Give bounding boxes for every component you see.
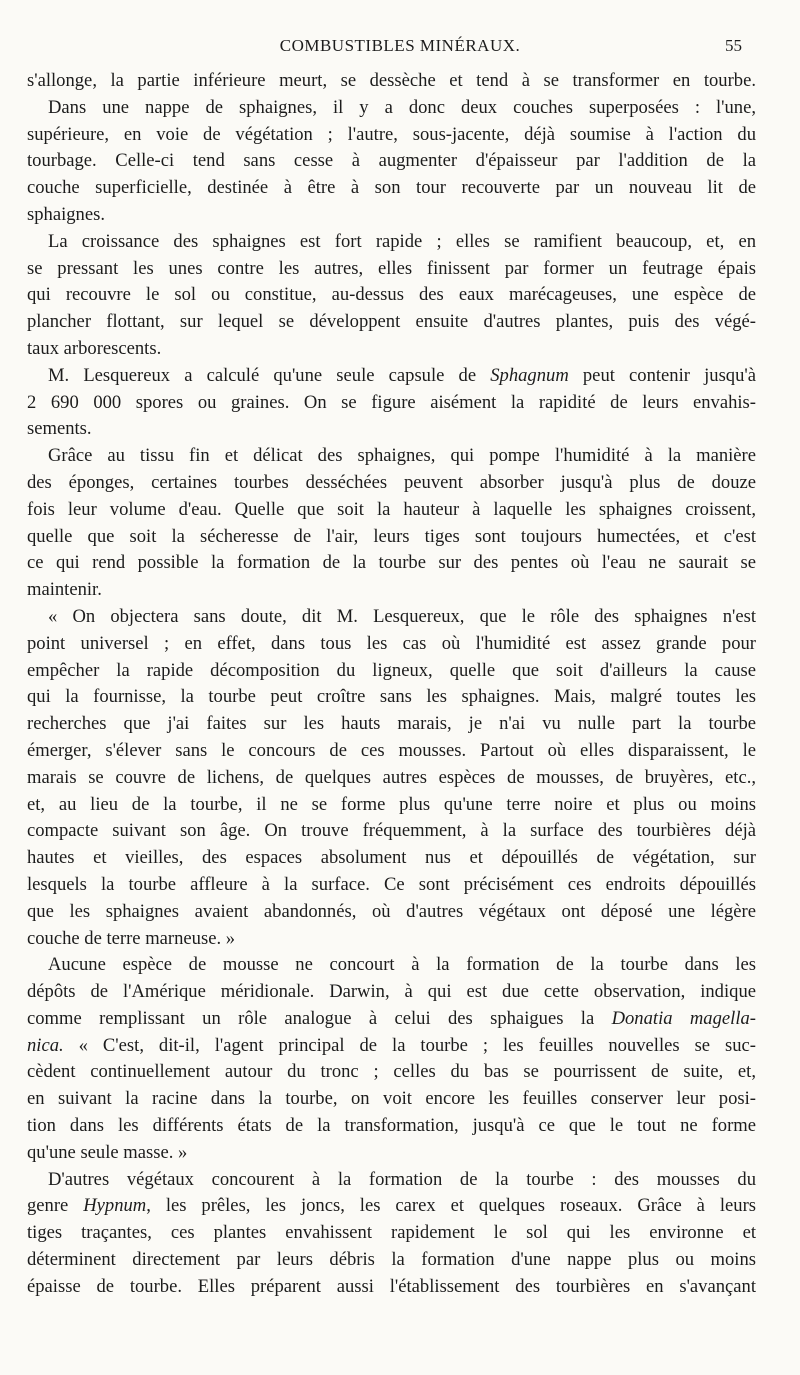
text-run: point universel ; en effet, dans tous les cas où l'humidité est assez grande pour	[27, 632, 756, 654]
text-run: supérieure, en voie de végétation ; l'autre, sous-jacente, déjà soumise à l'action du	[27, 123, 756, 145]
text-line	[27, 845, 756, 872]
text-run: , les prêles, les joncs, les carex et quelques roseaux. Grâce à leurs	[146, 1195, 756, 1217]
body-text	[27, 68, 756, 1301]
text-line	[27, 550, 756, 577]
text-line	[27, 256, 756, 283]
text-line	[27, 1247, 756, 1274]
text-line	[27, 1193, 756, 1220]
italic-text: Donatia magella-	[611, 1007, 756, 1029]
text-line	[27, 604, 756, 631]
text-run: cèdent continuellement autour du tronc ; celles du bas se pourrissent de suite, et,	[27, 1061, 756, 1083]
text-run: hautes et vieilles, des espaces absolument nus et dépouillés de végétation, sur	[27, 847, 756, 869]
text-run: qui recouvre le sol ou constitue, au-dessus des eaux marécageuses, une espèce de	[27, 284, 756, 306]
italic-text: Sphagnum	[490, 364, 569, 386]
running-title: COMBUSTIBLES MINÉRAUX.	[279, 36, 521, 55]
text-line	[27, 792, 756, 819]
text-line	[27, 282, 756, 309]
text-line	[27, 336, 756, 363]
text-run: taux arborescents.	[27, 337, 162, 359]
text-line	[27, 1033, 756, 1060]
text-line	[27, 818, 756, 845]
text-line	[27, 1274, 756, 1301]
text-line	[27, 926, 756, 953]
text-run: recherches que j'ai faites sur les hauts marais, je n'ai vu nulle part la tourbe	[27, 713, 756, 735]
text-run: lesquels la tourbe affleure à la surface. Ce sont précisément ces endroits dépouillés	[27, 873, 756, 895]
text-run: déterminent directement par leurs débris la formation d'une nappe plus ou moins	[27, 1249, 756, 1271]
text-line	[27, 979, 756, 1006]
text-run: compacte suivant son âge. On trouve fréquemment, à la surface des tourbières déjà	[27, 820, 756, 842]
text-line	[27, 1006, 756, 1033]
text-run: tourbage. Celle-ci tend sans cesse à augmenter d'épaisseur par l'addition de la	[27, 150, 756, 172]
text-line	[27, 470, 756, 497]
text-run: marais se couvre de lichens, de quelques autres espèces de mousses, de bruyères, etc.,	[27, 766, 756, 788]
text-line	[27, 175, 756, 202]
text-run: plancher flottant, sur lequel se développent ensuite d'autres plantes, puis des végé-	[27, 311, 756, 333]
text-line	[27, 122, 756, 149]
text-line	[27, 1140, 756, 1167]
text-run: et, au lieu de la tourbe, il ne se forme plus qu'une terre noire et plus ou moins	[27, 793, 756, 815]
text-run: D'autres végétaux concourent à la formation de la tourbe : des mousses du	[48, 1168, 756, 1190]
text-run: qui la fournisse, la tourbe peut croître sans les sphaignes. Mais, malgré toutes les	[27, 686, 756, 708]
text-run: sphaignes.	[27, 203, 105, 225]
text-line	[27, 684, 756, 711]
text-line	[27, 68, 756, 95]
text-run: que les sphaignes avaient abandonnés, où d'autres végétaux ont déposé une légère	[27, 900, 756, 922]
text-run: genre	[27, 1195, 84, 1217]
text-run: M. Lesquereux a calculé qu'une seule capsule de	[48, 364, 491, 386]
text-run: Grâce au tissu fin et délicat des sphaignes, qui pompe l'humidité à la manière	[48, 445, 756, 467]
text-line	[27, 309, 756, 336]
text-line	[27, 899, 756, 926]
text-line	[27, 1220, 756, 1247]
text-line	[27, 229, 756, 256]
text-run: en suivant la racine dans la tourbe, on voit encore les feuilles conserver leur posi-	[27, 1088, 756, 1110]
text-run: empêcher la rapide décomposition du ligneux, quelle que soit d'ailleurs la cause	[27, 659, 756, 681]
text-run: 2 690 000 spores ou graines. On se figure aisément la rapidité de leurs envahis-	[27, 391, 756, 413]
text-line	[27, 95, 756, 122]
text-line	[27, 952, 756, 979]
text-run: Dans une nappe de sphaignes, il y a donc deux couches superposées : l'une,	[48, 96, 756, 118]
text-run: « C'est, dit-il, l'agent principal de la tourbe ; les feuilles nouvelles se suc-	[63, 1034, 756, 1056]
text-line	[27, 363, 756, 390]
text-line	[27, 765, 756, 792]
text-line	[27, 1086, 756, 1113]
text-run: s'allonge, la partie inférieure meurt, se dessèche et tend à se transformer en tourbe.	[27, 70, 756, 91]
text-line	[27, 148, 756, 175]
italic-text: Hypnum	[83, 1195, 147, 1217]
text-line	[27, 631, 756, 658]
page-number: 55	[725, 36, 742, 55]
text-run: ce qui rend possible la formation de la tourbe sur des pentes où l'eau ne saurait se	[27, 552, 756, 574]
text-line	[27, 872, 756, 899]
text-run: maintenir.	[27, 579, 102, 601]
text-run: dépôts de l'Amérique méridionale. Darwin, à qui est due cette observation, indique	[27, 981, 756, 1003]
text-line	[27, 738, 756, 765]
text-line	[27, 1113, 756, 1140]
text-run: tion dans les différents états de la transformation, jusqu'à ce que le tout ne forme	[27, 1115, 756, 1137]
text-run: Aucune espèce de mousse ne concourt à la formation de la tourbe dans les	[48, 954, 756, 976]
text-run: des éponges, certaines tourbes desséchées peuvent absorber jusqu'à plus de douze	[27, 471, 756, 493]
text-run: émerger, s'élever sans le concours de ces mousses. Partout où elles disparaissent, le	[27, 739, 756, 761]
text-run: sements.	[27, 418, 92, 440]
text-line	[27, 1059, 756, 1086]
italic-text: nica.	[27, 1034, 64, 1056]
text-run: « On objectera sans doute, dit M. Lesquereux, que le rôle des sphaignes n'est	[48, 605, 756, 627]
text-run: fois leur volume d'eau. Quelle que soit la hauteur à laquelle les sphaignes croissent,	[27, 498, 756, 520]
text-line	[27, 443, 756, 470]
text-run: couche superficielle, destinée à être à son tour recouverte par un nouveau lit de	[27, 177, 756, 199]
text-run: quelle que soit la sécheresse de l'air, leurs tiges sont toujours humectées, et c'est	[27, 525, 756, 547]
text-line	[27, 1167, 756, 1194]
text-run: peut contenir jusqu'à	[568, 364, 756, 386]
page-header	[0, 36, 800, 62]
text-line	[27, 658, 756, 685]
text-line	[27, 390, 756, 417]
text-run: épaisse de tourbe. Elles préparent aussi l'établissement des tourbières en s'avançant	[27, 1275, 756, 1297]
text-line	[27, 497, 756, 524]
text-run: qu'une seule masse. »	[27, 1141, 188, 1163]
text-line	[27, 416, 756, 443]
text-line	[27, 524, 756, 551]
text-run: La croissance des sphaignes est fort rapide ; elles se ramifient beaucoup, et, en	[48, 230, 756, 252]
text-run: comme remplissant un rôle analogue à celui des sphaigues la	[27, 1007, 612, 1029]
text-line	[27, 202, 756, 229]
text-run: couche de terre marneuse. »	[27, 927, 236, 949]
text-line	[27, 577, 756, 604]
text-run: tiges traçantes, ces plantes envahissent rapidement le sol qui les environne et	[27, 1222, 756, 1244]
text-run: se pressant les unes contre les autres, elles finissent par former un feutrage épais	[27, 257, 756, 279]
text-line	[27, 711, 756, 738]
